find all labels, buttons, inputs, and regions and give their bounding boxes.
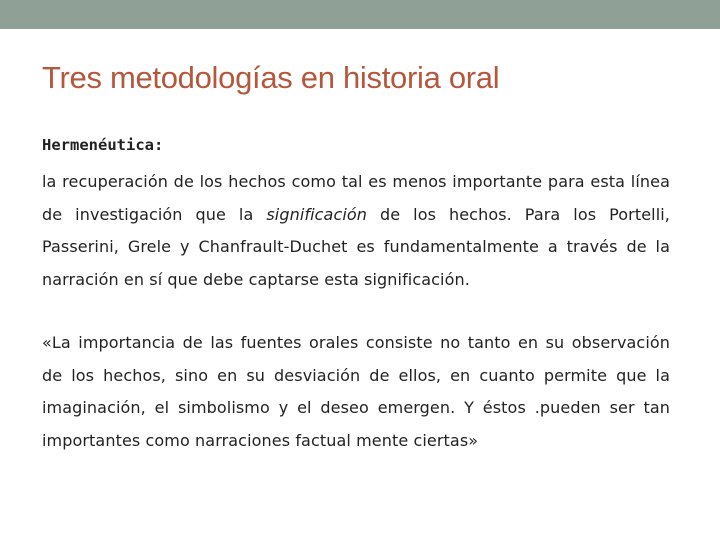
body-paragraph — [42, 166, 670, 296]
paragraph-text-end: de los hechos. Para los Portelli, Passerini, Grele y Chanfrault-Duchet es fundamentalmente a través de la narración en sí que debe captarse esta significación. — [42, 204, 670, 289]
emphasized-term: significación — [266, 204, 368, 224]
slide-title: Tres metodologías en historia oral — [42, 60, 500, 95]
quote-paragraph: «La importancia de las fuentes orales consiste no tanto en su observación de los hechos, sino en su desviación de ellos, en cuanto permite que la imaginación, el simbolismo y el deseo emergen. Y éstos .pueden ser tan importantes como narraciones factual mente ciertas» — [42, 333, 670, 450]
slide-body — [42, 136, 670, 457]
section-heading: Hermenéutica: — [42, 136, 164, 154]
paragraph-text-start: la recuperación de los hechos como tal es menos importante para esta línea de investigación que la — [42, 172, 670, 224]
top-accent-bar — [0, 0, 720, 29]
